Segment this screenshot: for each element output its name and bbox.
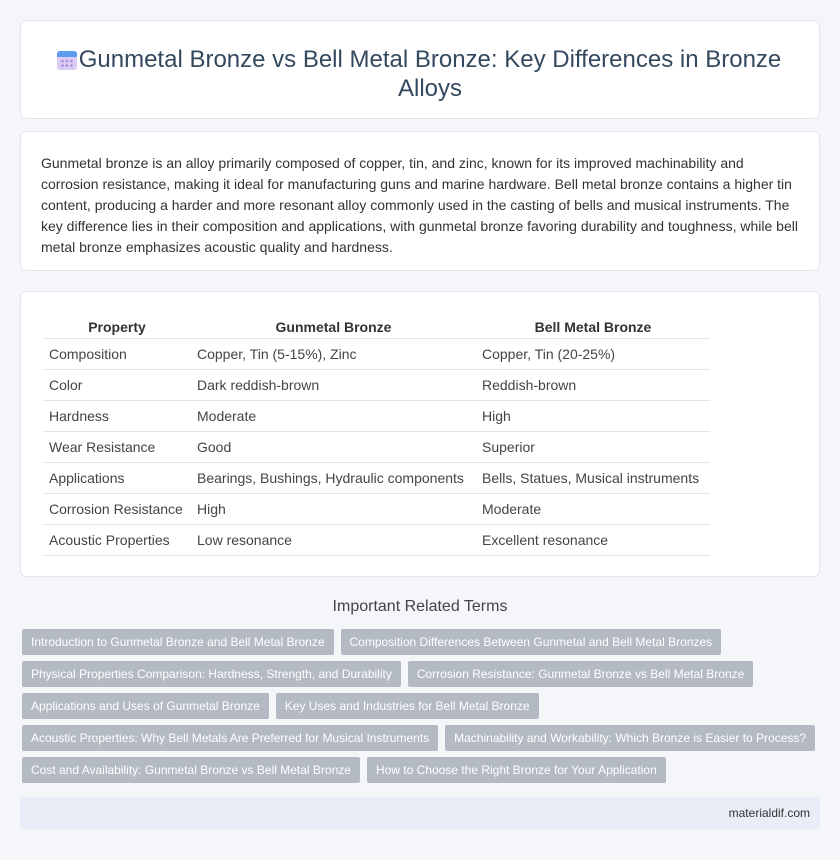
cell-gunmetal: Low resonance [191,524,476,555]
table-row [43,369,710,400]
cell-property: Color [43,369,191,400]
related-terms-heading: Important Related Terms [332,598,508,615]
cell-bell-metal: Reddish-brown [476,369,710,400]
related-term-tag[interactable]: Key Uses and Industries for Bell Metal Bronze [276,693,539,719]
comparison-table [43,316,710,556]
related-term-tag[interactable]: Corrosion Resistance: Gunmetal Bronze vs Bell Metal Bronze [408,661,753,687]
table-header-row [43,316,710,338]
cell-bell-metal: Copper, Tin (20-25%) [476,338,710,369]
cell-bell-metal: Bells, Statues, Musical instruments [476,462,710,493]
cell-gunmetal: Copper, Tin (5-15%), Zinc [191,338,476,369]
intro-card [20,131,820,271]
cell-property: Corrosion Resistance [43,493,191,524]
cell-gunmetal: Dark reddish-brown [191,369,476,400]
intro-paragraph: Gunmetal bronze is an alloy primarily composed of copper, tin, and zinc, known for its improved machinability and corrosion resistance, making it ideal for manufacturing guns and marine hardware. Bell metal bronze contains a higher tin content, producing a harder and more resonant alloy commonly used in the casting of bells and musical instruments. The key difference lies in their composition and applications, with gunmetal bronze favoring durability and toughness, while bell metal bronze emphasizes acoustic quality and hardness. [41,155,798,255]
related-term-tag[interactable]: Machinability and Workability: Which Bronze is Easier to Process? [445,725,815,751]
cell-bell-metal: Superior [476,431,710,462]
table-row [43,400,710,431]
related-term-tag[interactable]: Introduction to Gunmetal Bronze and Bell Metal Bronze [22,629,334,655]
page-title: Gunmetal Bronze vs Bell Metal Bronze: Key Differences in Bronze Alloys [78,46,782,102]
footer [20,797,820,829]
cell-property: Applications [43,462,191,493]
cell-bell-metal: Excellent resonance [476,524,710,555]
cell-property: Wear Resistance [43,431,191,462]
related-term-tag[interactable]: Cost and Availability: Gunmetal Bronze vs Bell Metal Bronze [22,757,360,783]
table-row [43,338,710,369]
cell-property: Composition [43,338,191,369]
related-term-tag[interactable]: Physical Properties Comparison: Hardness, Strength, and Durability [22,661,401,687]
table-row [43,431,710,462]
related-term-tag[interactable]: How to Choose the Right Bronze for Your Application [367,757,666,783]
related-term-tag[interactable]: Acoustic Properties: Why Bell Metals Are Preferred for Musical Instruments [22,725,438,751]
table-row [43,524,710,555]
comparison-table-card [20,291,820,577]
cell-bell-metal: High [476,400,710,431]
related-term-tag[interactable]: Applications and Uses of Gunmetal Bronze [22,693,269,719]
cell-property: Hardness [43,400,191,431]
header-property: Property [43,316,191,338]
footer-site-link[interactable]: materialdif.com [728,806,810,820]
related-terms-list [22,629,818,783]
cell-gunmetal: Bearings, Bushings, Hydraulic components [191,462,476,493]
cell-gunmetal: High [191,493,476,524]
cell-gunmetal: Moderate [191,400,476,431]
header-card [20,20,820,119]
header-gunmetal: Gunmetal Bronze [191,316,476,338]
cell-gunmetal: Good [191,431,476,462]
table-row [43,462,710,493]
header-bell-metal: Bell Metal Bronze [476,316,710,338]
table-row [43,493,710,524]
cell-bell-metal: Moderate [476,493,710,524]
related-term-tag[interactable]: Composition Differences Between Gunmetal and Bell Metal Bronzes [341,629,722,655]
cell-property: Acoustic Properties [43,524,191,555]
